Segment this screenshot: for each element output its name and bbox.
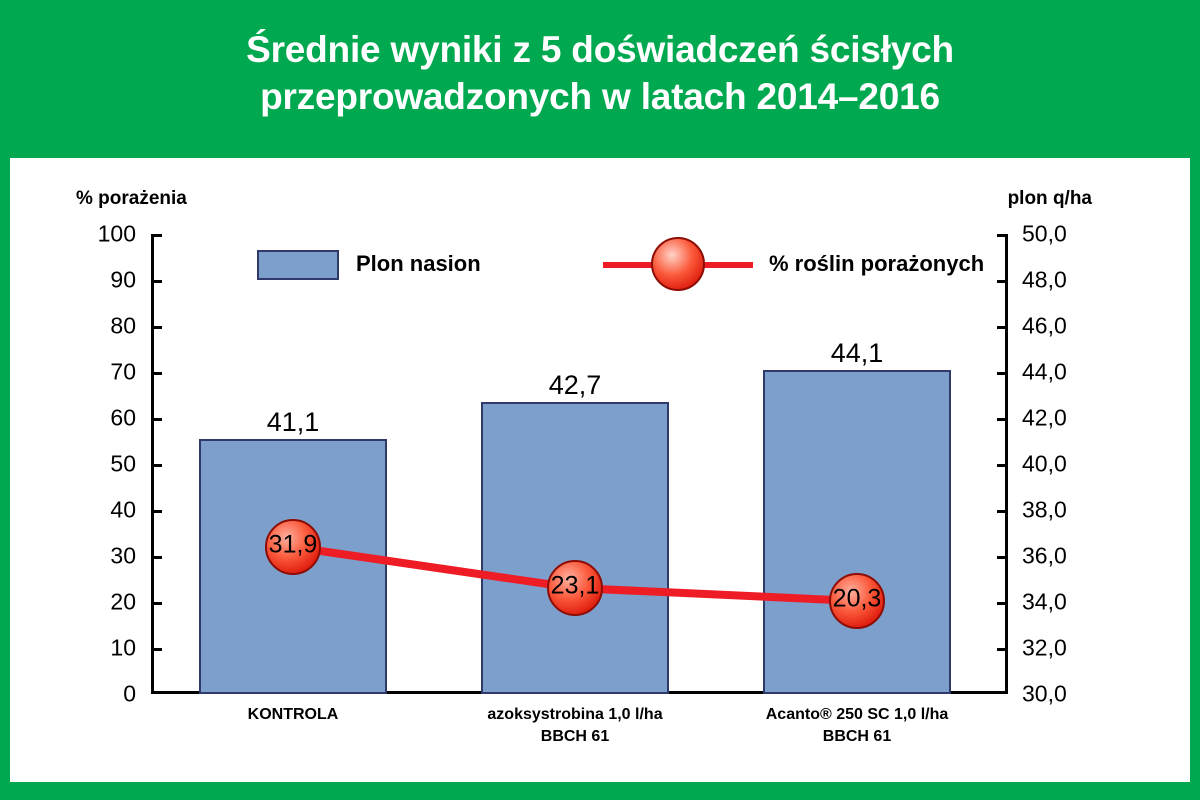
plot-region [97, 220, 1067, 745]
page-title [10, 26, 1190, 121]
category-label-line1: Acanto® 250 SC 1,0 l/ha [765, 706, 949, 723]
y-left-label: 50 [110, 450, 136, 477]
y-left-label: 90 [110, 266, 136, 293]
y-right-label: 38,0 [1022, 496, 1067, 523]
y-right-label: 46,0 [1022, 312, 1067, 339]
infection-line [151, 234, 1008, 694]
bar-value-label: 42,7 [548, 370, 602, 400]
y-left-label: 20 [110, 588, 136, 615]
y-right-label: 50,0 [1022, 220, 1067, 247]
y-left-label: 10 [110, 634, 136, 661]
y-right-label: 30,0 [1022, 680, 1067, 707]
y-right-label: 48,0 [1022, 266, 1067, 293]
y-left-label: 100 [97, 220, 136, 247]
y-left-label: 40 [110, 496, 136, 523]
page-title-line1: Średnie wyniki z 5 doświadczeń ścisłych [246, 29, 954, 70]
y-right-label: 34,0 [1022, 588, 1067, 615]
y-right-label: 36,0 [1022, 542, 1067, 569]
bar-value-label: 44,1 [830, 338, 884, 368]
y-left-label: 30 [110, 542, 136, 569]
legend-bar-label: Plon nasion [356, 251, 481, 276]
header-band [10, 0, 1190, 158]
legend-line-label: % roślin porażonych [769, 251, 985, 276]
line-value-label: 23,1 [550, 571, 600, 600]
right-axis-title: plon q/ha [1007, 188, 1092, 209]
y-right-label: 44,0 [1022, 358, 1067, 385]
y-left-label: 80 [110, 312, 136, 339]
bar-value-label: 41,1 [266, 407, 320, 437]
left-axis-title: % porażenia [76, 188, 187, 209]
y-right-label: 40,0 [1022, 450, 1067, 477]
y-right-label: 32,0 [1022, 634, 1067, 661]
page-title-line2: przeprowadzonych w latach 2014–2016 [260, 76, 940, 118]
y-right-label: 42,0 [1022, 404, 1067, 431]
category-label-acanto [687, 704, 1027, 747]
category-label-line2: BBCH 61 [540, 727, 610, 745]
category-label-kontrola [143, 704, 443, 726]
line-value-label: 31,9 [268, 530, 318, 559]
line-value-label: 20,3 [832, 584, 882, 613]
y-left-label: 60 [110, 404, 136, 431]
y-left-label: 70 [110, 358, 136, 385]
category-label-line1: KONTROLA [247, 706, 339, 723]
y-left-label: 0 [123, 680, 136, 707]
category-label-line1: azoksystrobina 1,0 l/ha [487, 706, 663, 723]
footer-band [10, 782, 1190, 800]
category-label-line2: BBCH 61 [822, 727, 892, 745]
chart-area [10, 158, 1190, 782]
